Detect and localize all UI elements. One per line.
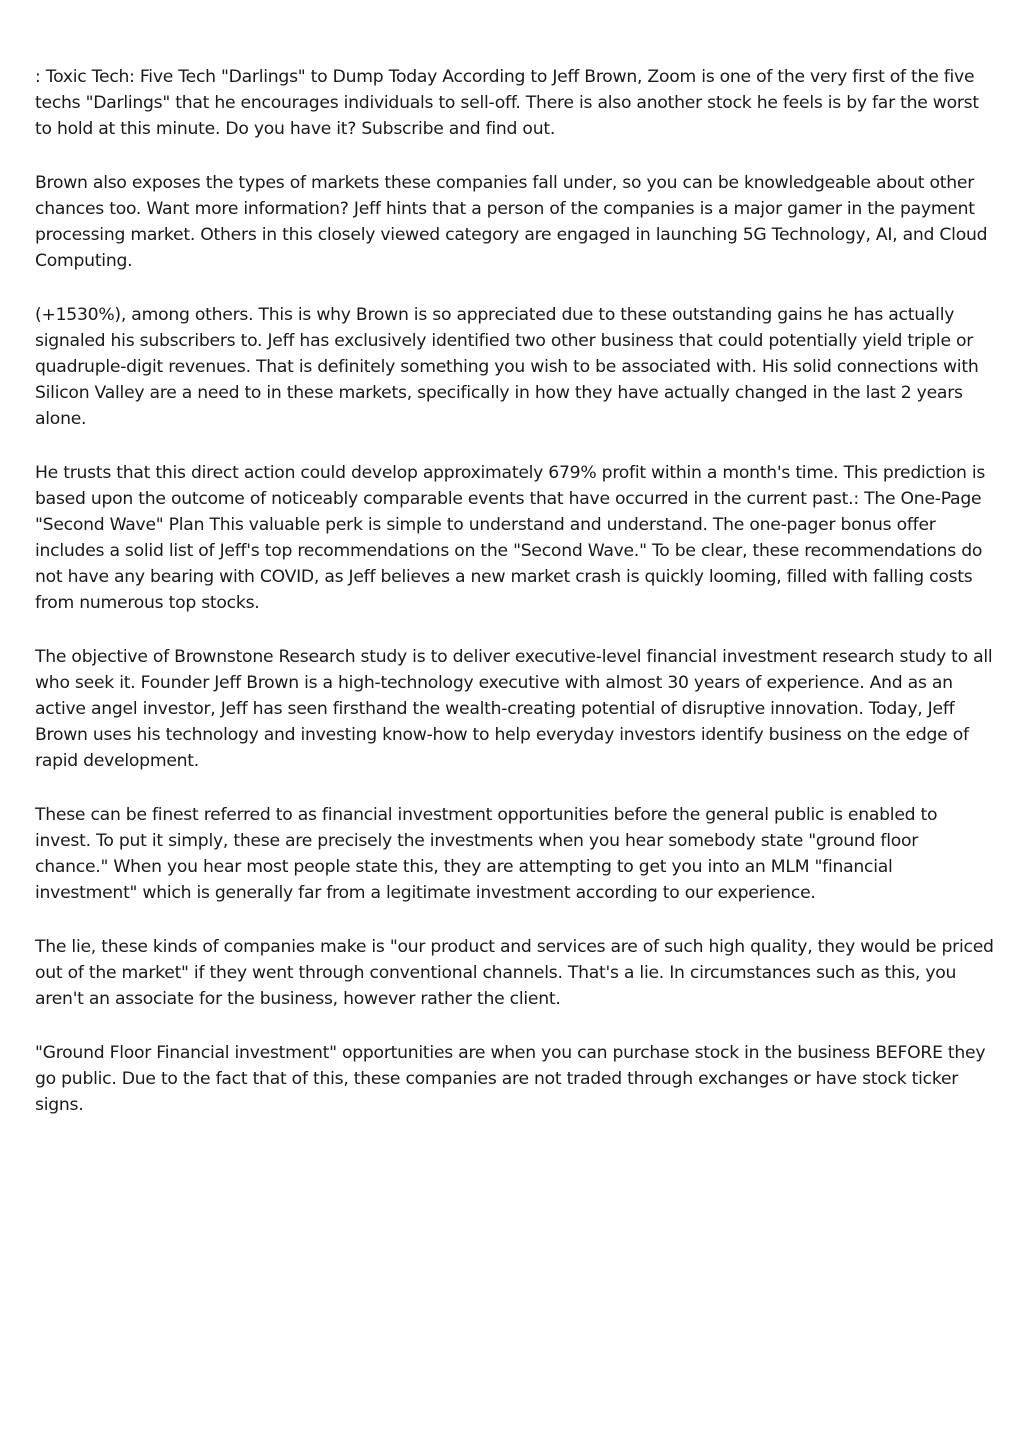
paragraph-2: Brown also exposes the types of markets these companies fall under, so you can be knowledgeable about other chances too. Want more information? Jeff hints that a person of the companies is a major gamer in the payment processing market. Others in this closely viewed category are engaged in launching 5G Technology, AI, and Cloud Computing. [35, 173, 988, 271]
document-body [35, 64, 995, 1146]
paragraph-4: He trusts that this direct action could develop approximately 679% profit within a month's time. This prediction is based upon the outcome of noticeably comparable events that have occurred in the current past.: The One-Page "Second Wave" Plan This valuable perk is simple to understand and understand. The one-pager bonus offer includes a solid list of Jeff's top recommendations on the "Second Wave." To be clear, these recommendations do not have any bearing with COVID, as Jeff believes a new market crash is quickly looming, filled with falling costs from numerous top stocks. [35, 463, 986, 613]
paragraph-8: "Ground Floor Financial investment" opportunities are when you can purchase stock in the business BEFORE they go public. Due to the fact that of this, these companies are not traded through exchanges or have stock ticker signs. [35, 1043, 986, 1115]
paragraph-7: The lie, these kinds of companies make is "our product and services are of such high quality, they would be priced out of the market" if they went through conventional channels. That's a lie. In circumstances such as this, you aren't an associate for the business, however rather the client. [35, 937, 994, 1009]
paragraph-6: These can be finest referred to as financial investment opportunities before the general public is enabled to invest. To put it simply, these are precisely the investments when you hear somebody state "ground floor chance." When you hear most people state this, they are attempting to get you into an MLM "financial investment" which is generally far from a legitimate investment according to our experience. [35, 805, 938, 903]
paragraph-5: The objective of Brownstone Research study is to deliver executive-level financial investment research study to all who seek it. Founder Jeff Brown is a high-technology executive with almost 30 years of experience. And as an active angel investor, Jeff has seen firsthand the wealth-creating potential of disruptive innovation. Today, Jeff Brown uses his technology and investing know-how to help everyday investors identify business on the edge of rapid development. [35, 647, 993, 771]
paragraph-3: (+1530%), among others. This is why Brown is so appreciated due to these outstanding gains he has actually signaled his subscribers to. Jeff has exclusively identified two other business that could potentially yield triple or quadruple-digit revenues. That is definitely something you wish to be associated with. His solid connections with Silicon Valley are a need to in these markets, specifically in how they have actually changed in the last 2 years alone. [35, 305, 979, 429]
paragraph-1: : Toxic Tech: Five Tech "Darlings" to Dump Today According to Jeff Brown, Zoom is one of the very first of the five techs "Darlings" that he encourages individuals to sell-off. There is also another stock he feels is by far the worst to hold at this minute. Do you have it? Subscribe and find out. [35, 67, 979, 139]
